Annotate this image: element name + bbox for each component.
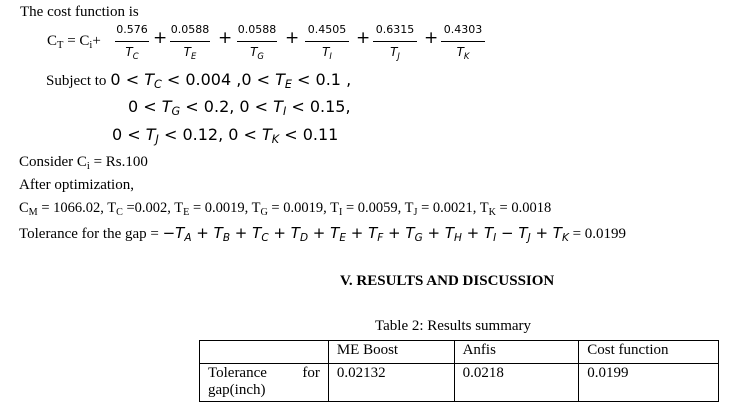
table-caption: Table 2: Results summary — [375, 318, 532, 334]
table-header-cell: Anfis — [454, 341, 579, 364]
fraction-term-e: 0.0588 $T_E$ — [170, 23, 210, 61]
table-row-label: Tolerance for gap(inch) — [200, 364, 329, 402]
table-cell-anfis: 0.0218 — [454, 364, 579, 402]
constraint-line-1: Subject to $0 < T_C < 0.004$ $,0 < T_E < 0.1$ , — [46, 70, 352, 91]
table-header-cell: ME Boost — [328, 341, 454, 364]
plus-sign: + — [285, 28, 300, 48]
intro-text: The cost function is — [20, 4, 139, 20]
table-row — [200, 364, 719, 402]
constraint-line-3: $0 < T_J < 0.12$, $0 < T_K < 0.11$ — [112, 125, 339, 146]
table-header-row — [200, 341, 719, 364]
after-optimization-text: After optimization, — [19, 177, 134, 193]
fraction-term-g: 0.0588 $T_G$ — [237, 23, 277, 61]
plus-sign: + — [356, 28, 371, 48]
section-heading: V. RESULTS AND DISCUSSION — [340, 273, 555, 289]
fraction-term-k: 0.4303 $T_K$ — [438, 23, 488, 61]
fraction-term-c: 0.576 $T_C$ — [116, 23, 148, 61]
plus-sign: + — [153, 28, 168, 48]
fraction-term-i: 0.4505 $T_I$ — [302, 23, 352, 61]
table-header-cell — [200, 341, 329, 364]
tolerance-expression: $-T_A + T_B + T_C + T_D + T_E + T_F + T_G + T_H + T_I - T_J + T_K$ — [162, 224, 569, 244]
fraction-term-j: 0.6315 $T_J$ — [370, 23, 420, 61]
tolerance-gap-line: Tolerance for the gap = $-T_A + T_B + T_C + T_D + T_E + T_F + T_G + T_H + T_I - T_J + T_K = 0.0199$ — [19, 224, 627, 244]
consider-text: Consider $C_i = Rs.100$ — [19, 154, 148, 172]
results-table — [199, 340, 719, 402]
plus-sign: + — [424, 28, 439, 48]
optimization-results-line: $C_M = 1066.02$, $T_C =0.002$, $T_E = 0.0019$, $T_G = 0.0019$, $T_I = 0.0059$, $T_J = 0.0021$, $T_K = 0.0018$ — [19, 200, 552, 218]
cost-equation-lhs: $C_T = C_i+$ — [47, 33, 101, 51]
table-header-cell: Cost function — [579, 341, 719, 364]
constraint-line-2: $0 < T_G < 0.2$, $0 < T_I < 0.15$, — [128, 97, 351, 118]
table-cell-me-boost: 0.02132 — [328, 364, 454, 402]
plus-sign: + — [218, 28, 233, 48]
table-cell-cost-function: 0.0199 — [579, 364, 719, 402]
